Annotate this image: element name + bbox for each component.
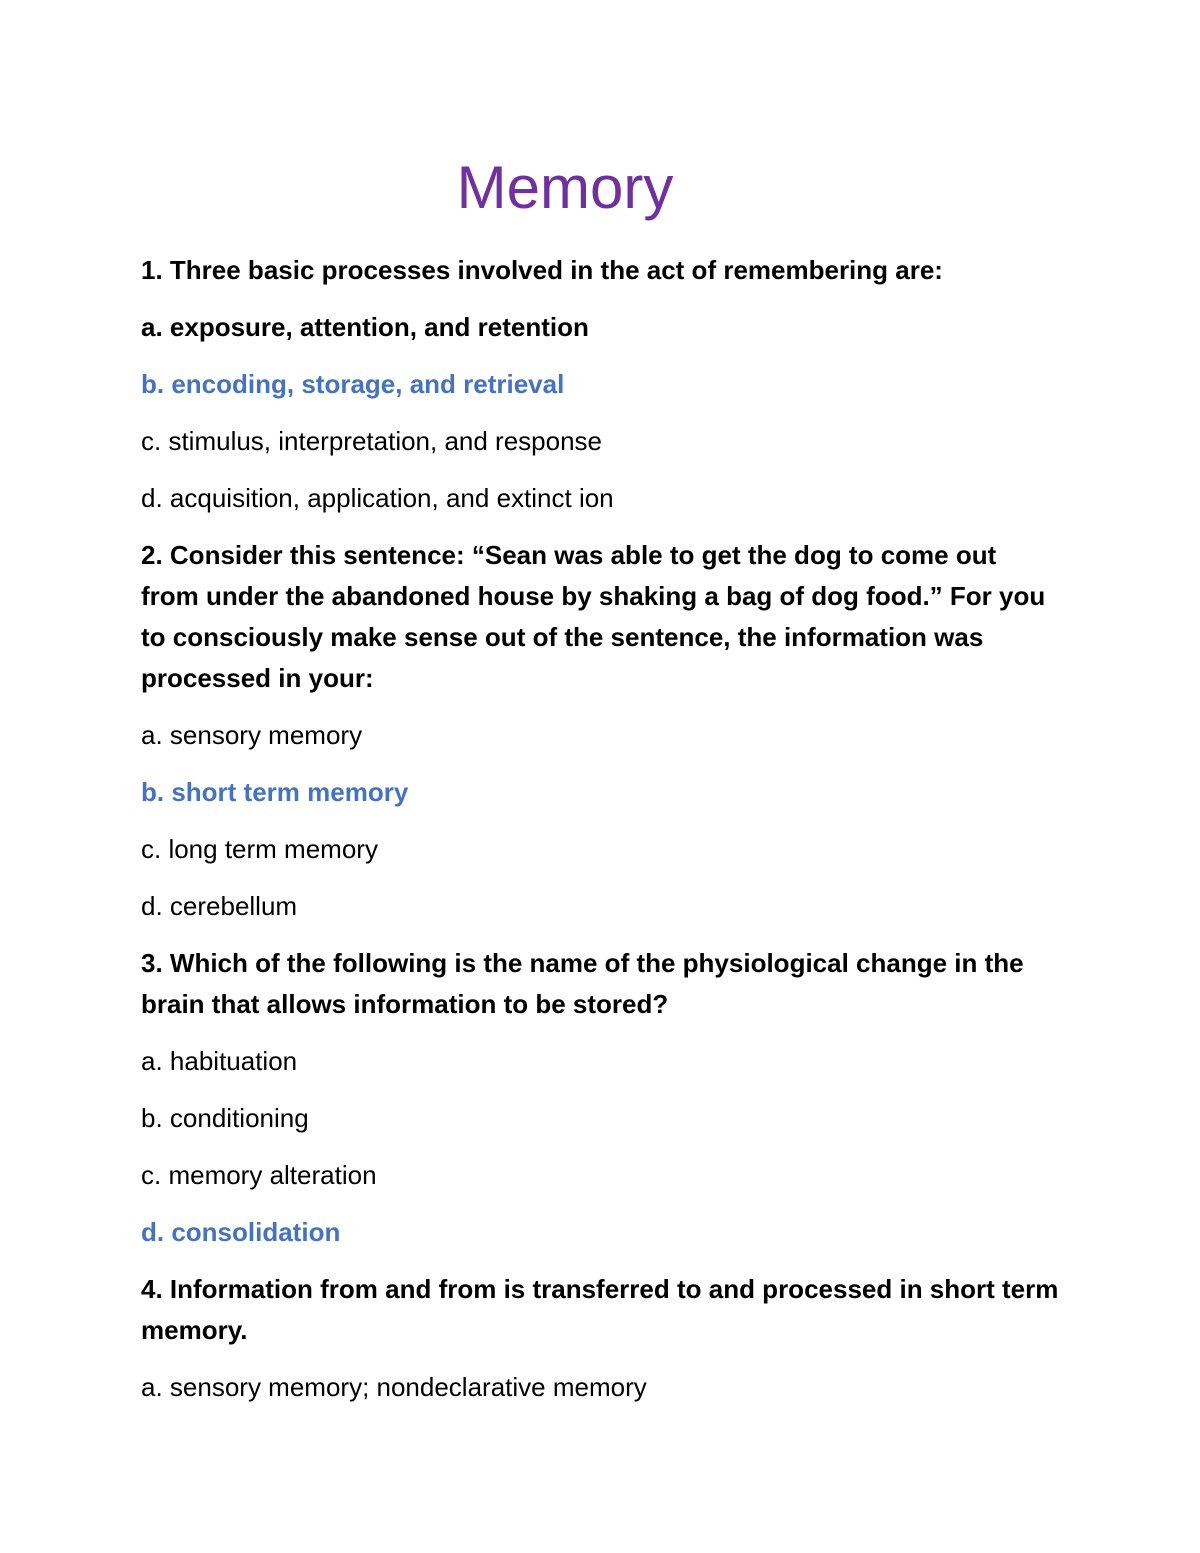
page-title: Memory <box>456 154 674 221</box>
option-b-correct: b. encoding, storage, and retrieval <box>141 369 565 399</box>
question-stem: 2. Consider this sentence: “Sean was able to get the dog to come out from under the abandoned house by shaking a bag of dog food.” For you to consciously make sense out of the sentence, the information was processed in your: <box>141 540 1046 693</box>
option-d-correct: d. consolidation <box>141 1217 341 1247</box>
option-b: b. conditioning <box>141 1103 309 1133</box>
option-d: d. cerebellum <box>141 891 298 921</box>
quiz-content <box>141 250 1061 1408</box>
option-a: a. sensory memory <box>141 720 363 750</box>
question-1 <box>141 250 1061 519</box>
question-4 <box>141 1269 1061 1408</box>
question-stem: 1. Three basic processes involved in the act of remembering are: <box>141 255 943 285</box>
option-c: c. long term memory <box>141 834 378 864</box>
question-3 <box>141 943 1061 1253</box>
option-b-correct: b. short term memory <box>141 777 409 807</box>
question-stem: 3. Which of the following is the name of the physiological change in the brain that allows information to be stored? <box>141 948 1024 1019</box>
option-c: c. memory alteration <box>141 1160 377 1190</box>
option-c: c. stimulus, interpretation, and response <box>141 426 603 456</box>
option-d: d. acquisition, application, and extinct ion <box>141 483 614 513</box>
option-a: a. sensory memory; nondeclarative memory <box>141 1372 647 1402</box>
option-a: a. exposure, attention, and retention <box>141 312 589 342</box>
question-2 <box>141 535 1061 927</box>
question-stem: 4. Information from and from is transferred to and processed in short term memory. <box>141 1274 1059 1345</box>
option-a: a. habituation <box>141 1046 298 1076</box>
